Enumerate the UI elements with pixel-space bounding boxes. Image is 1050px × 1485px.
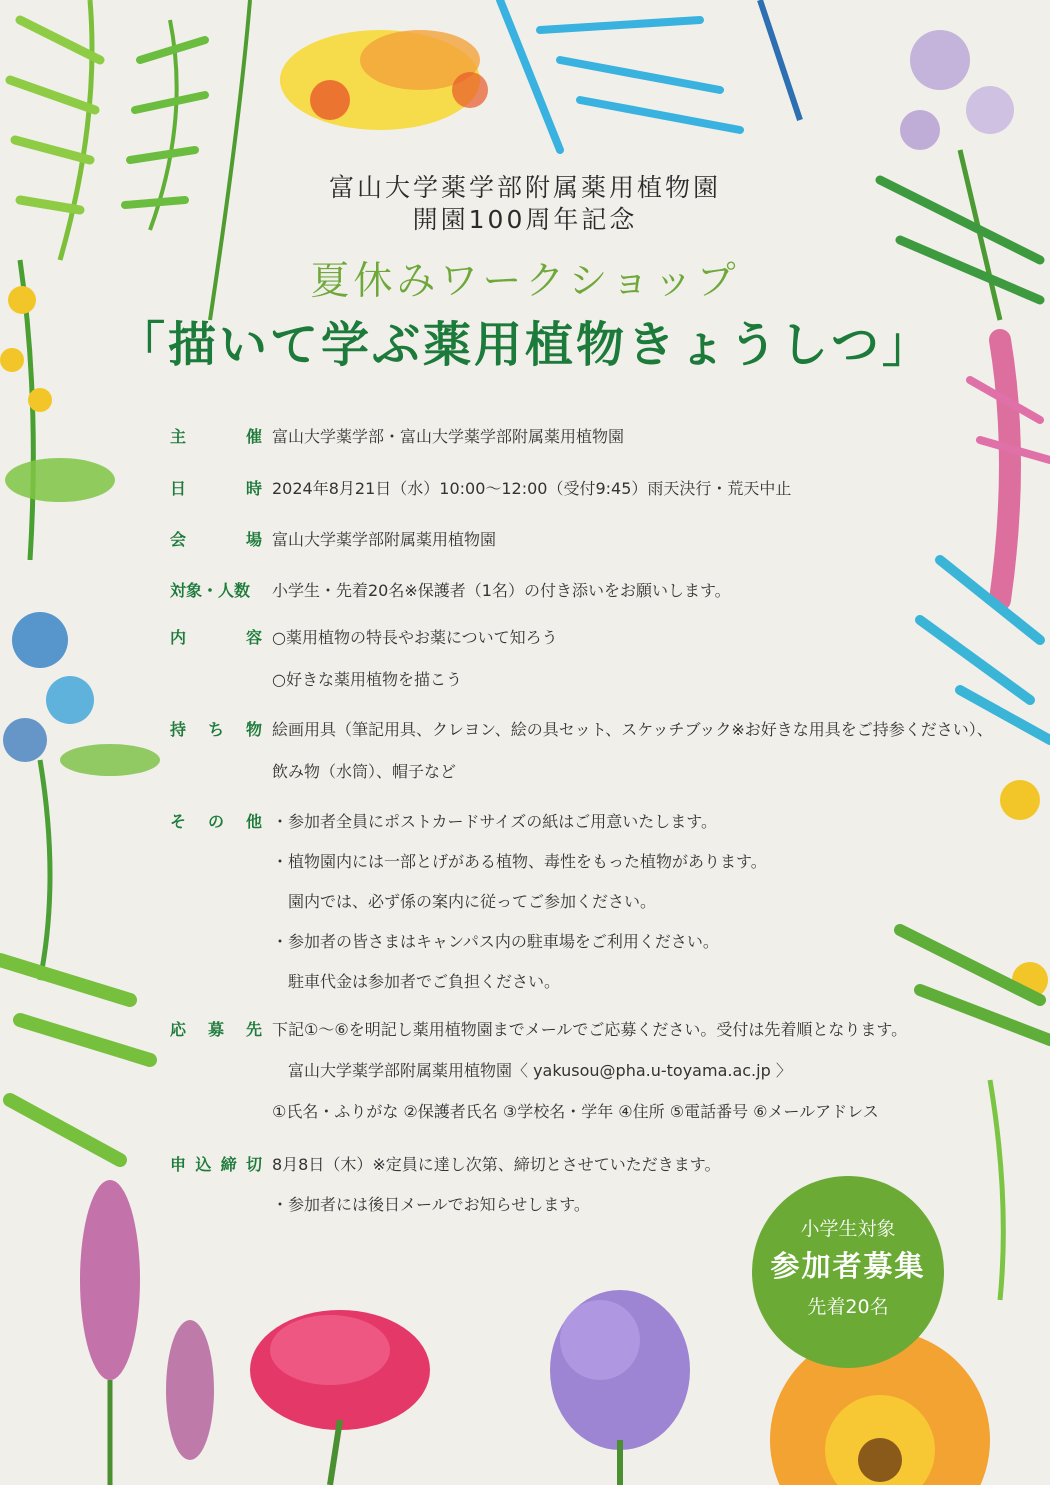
contact-email: 富山大学薬学部附属薬用植物園〈 yakusou@pha.u-toyama.ac.jp 〉 [272, 1061, 792, 1080]
badge-target-text: 小学生対象 [800, 1218, 896, 1240]
detail-value: ・参加者全員にポストカードサイズの紙はご用意いたします。 ・植物園内には一部とげがある植物、毒性をもった植物があります。 園内では、必ず係の案内に従ってご参加ください。 ・参加者の皆さまはキャンパス内の駐車場をご利用ください。 駐車代金は参加者でご負担ください。 [272, 812, 767, 991]
detail-value: 富山大学薬学部・富山大学薬学部附属薬用植物園 [272, 427, 625, 446]
recruitment-badge [752, 1176, 944, 1368]
badge-recruiting-text: 参加者募集 [770, 1249, 926, 1283]
detail-label: 会 場 [170, 530, 262, 549]
organizer-heading: 富山大学薬学部附属薬用植物園 [328, 173, 721, 202]
workshop-title: 「描いて学ぶ薬用植物きょうしつ」 [116, 317, 933, 373]
workshop-subtitle: 夏休みワークショップ [310, 259, 740, 304]
left-blue-flower-illustration [3, 612, 160, 980]
detail-label: 日 時 [170, 479, 262, 498]
detail-label: 主 催 [170, 427, 262, 446]
detail-label: 対象・人数 [170, 581, 251, 600]
detail-label: 持 ち 物 [170, 720, 262, 739]
left-green-leaves-illustration [0, 960, 150, 1160]
detail-label: 応 募 先 [170, 1020, 262, 1039]
top-blue-leaf-illustration [500, 0, 800, 150]
detail-value: 小学生・先着20名※保護者（1名）の付き添いをお願いします。 [272, 581, 731, 600]
detail-label: 申 込 締 切 [170, 1155, 262, 1174]
detail-label: 内 容 [170, 628, 262, 647]
top-yellow-flower-illustration [280, 30, 488, 130]
detail-value: 2024年8月21日（水）10:00～12:00（受付9:45）雨天決行・荒天中止 [272, 479, 792, 498]
bottom-left-pink-flower-illustration [80, 1180, 214, 1485]
detail-value: 8月8日（木）※定員に達し次第、締切とさせていただきます。 ・参加者には後日メールでお知らせします。 [272, 1155, 721, 1214]
detail-value: 下記①～⑥を明記し薬用植物園までメールでご応募ください。受付は先着順となります。 富山大学薬学部附属薬用植物園〈 yakusou@pha.u-toyama.ac.jp 〉 ①氏名・ふりがな ②保護者氏名 ③学校名・学年 ④住所 ⑤電話番号 ⑥メールアドレス [272, 1009, 952, 1132]
detail-value: 絵画用具（筆記用具、クレヨン、絵の具セット、スケッチブック※お好きな用具をご持参ください）、 飲み物（水筒）、帽子など [272, 720, 993, 781]
anniversary-heading: 開園100周年記念 [412, 205, 638, 234]
detail-label: そ の 他 [170, 812, 262, 831]
detail-value: 富山大学薬学部附属薬用植物園 [272, 530, 497, 549]
bottom-red-flower-illustration [250, 1310, 430, 1485]
detail-value: ○薬用植物の特長やお薬について知ろう ○好きな薬用植物を描こう [272, 628, 558, 689]
right-pink-flower-illustration [970, 340, 1050, 600]
badge-capacity-text: 先着20名 [807, 1296, 889, 1318]
bottom-purple-flower-illustration [550, 1290, 690, 1485]
